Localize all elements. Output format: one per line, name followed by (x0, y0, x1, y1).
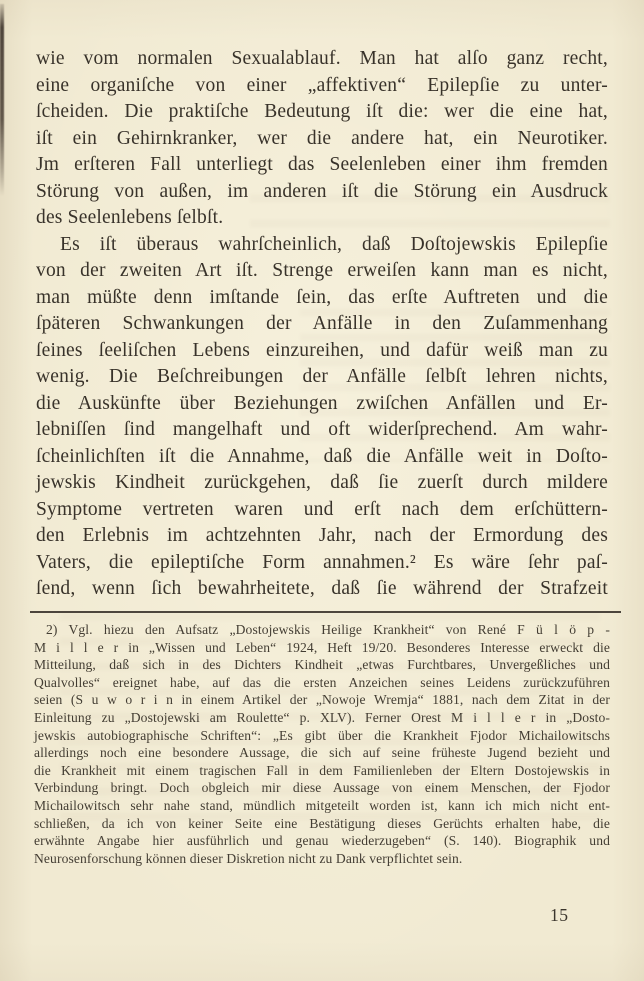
body-line: jewskis Kindheit zurückgehen, daß ſie zuerſt durch mildere (36, 472, 608, 493)
footnote-line: seien (S u w o r i n in einem Artikel der „Nowoje Wremja“ 1881, nach dem Zitat in der (34, 692, 610, 708)
body-line: die Auskünfte über Beziehungen zwiſchen Anfällen und Er- (36, 392, 608, 414)
body-line: ſpäteren Schwankungen der Anfälle in den Zuſammenhang (36, 313, 608, 334)
body-line: von der zweiten Art iſt. Strenge erweiſen kann man es nicht, (36, 260, 608, 281)
page-number: 15 (550, 905, 569, 925)
body-line: Jm erſteren Fall unterliegt das Seelenleben einer ihm fremden (36, 154, 608, 175)
body-line: Es iſt überaus wahrſcheinlich, daß Doſtojewskis Epilepſie (60, 233, 608, 255)
body-text (36, 46, 608, 603)
footnote-line: 2) Vgl. hiezu den Aufsatz „Dostojewskis Heilige Krankheit“ von René F ü l ö p - (46, 622, 610, 637)
body-line: des Seelenlebens ſelbſt. (36, 207, 224, 228)
footnote-line: Michailowitsch sehr nahe stand, mündlich mitgeteilt worden ist, kann ich mich nicht ent- (34, 797, 610, 813)
body-line: ſcheinlichſten iſt die Annahme, daß die Anfälle weit in Doſto- (36, 445, 608, 467)
body-line: Vaters, die epileptiſche Form annahmen.² Es wäre ſehr paſ- (36, 551, 608, 573)
footnote-line: Mitteilung, daß sich in des Dichters Kindheit „etwas Furchtbares, Unvergeßliches und (34, 657, 610, 673)
body-line: Störung von außen, im anderen iſt die Störung ein Ausdruck (36, 180, 608, 202)
footnote-line: Einleitung zu „Dostojewski am Roulette“ p. XLV). Ferner Orest M i l l e r in „Dosto- (34, 709, 610, 725)
footnote-text (34, 621, 610, 867)
body-line: lebniſſen ſind mangelhaft und oft widerſprechend. Am wahr- (36, 419, 608, 440)
body-line: man müßte denn imſtande ſein, das erſte Auftreten und die (36, 286, 608, 308)
footnote-line: jewskis autobiographische Schriften“: „Es gibt über die Krankheit Fjodor Michailowitschs (34, 727, 610, 743)
body-line: iſt ein Gehirnkranker, wer die andere hat, ein Neurotiker. (36, 127, 608, 149)
body-line: Symptome vertreten waren und erſt nach dem erſchüttern- (36, 498, 608, 520)
body-line: ſeines ſeeliſchen Lebens einzureihen, und dafür weiß man zu (36, 339, 608, 361)
body-line: eine organiſche von einer „affektiven“ Epilepſie zu unter- (36, 74, 608, 96)
footnote-line: Neurosenforschung können dieser Diskretion nicht zu Dank verpflichtet sein. (34, 850, 463, 866)
footnote-line: die Krankheit mit einem tragischen Fall in dem Familienleben der Eltern Dostojewskis in (34, 762, 610, 778)
footnote-line: allerdings noch eine besondere Aussage, die sich auf seine früheste Jugend bezieht und (34, 745, 610, 761)
body-line: ſend, wenn ſich bewahrheitete, daß ſie während der Strafzeit (36, 578, 608, 599)
body-line: wie vom normalen Sexualablauf. Man hat alſo ganz recht, (36, 48, 608, 69)
body-line: den Erlebnis im achtzehnten Jahr, nach der Ermordung des (36, 525, 608, 546)
footnote-line: Verbindung bringt. Doch obgleich mir diese Aussage von einem Menschen, der Fjodor (34, 780, 610, 796)
scan-edge-shadow (0, 4, 4, 196)
footnote-separator (30, 611, 621, 613)
body-line: ſcheiden. Die praktiſche Bedeutung iſt die: wer die eine hat, (36, 101, 608, 122)
footnote-line: M i l l e r in „Wissen und Leben“ 1924, Heft 19/20. Besonderes Interesse erweckt die (34, 639, 610, 655)
footnote-line: Qualvolles“ ereignet habe, auf das die ersten Anzeichen seines Leidens zurückzuführen (34, 674, 610, 690)
body-line: wenig. Die Beſchreibungen der Anfälle ſelbſt lehren nichts, (36, 366, 608, 387)
footnote-line: erwähnte Angabe hier ausführlich und genau wiederzugeben“ (S. 140). Biographik und (34, 833, 610, 849)
footnote-line: schließen, da ich von keiner Seite eine Bestätigung dieses Gerüchts erhalten habe, die (34, 815, 610, 831)
